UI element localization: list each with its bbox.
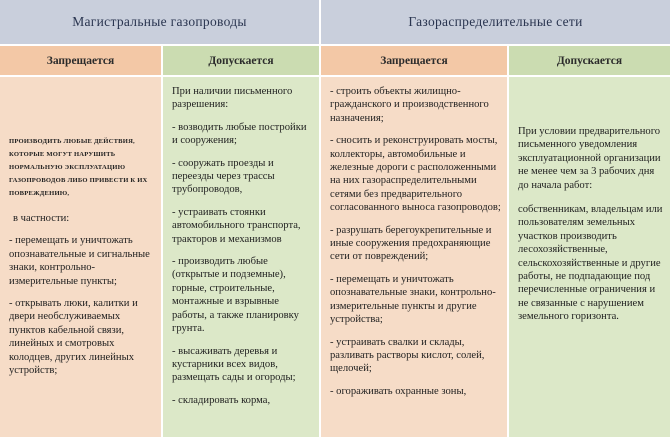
header-distribution-networks: Газораспределительные сети: [321, 0, 670, 46]
list-item: - сооружать проезды и переезды через трассы трубопроводов,: [172, 157, 275, 196]
subheader-dn-allowed: Допускается: [509, 46, 670, 77]
cell-dn-forbidden: [321, 77, 509, 437]
list-item: - строить объекты жилищно-гражданского и производственного назначения;: [330, 86, 489, 124]
subheader-row: [0, 46, 670, 77]
cell-mp-allowed: [163, 77, 321, 437]
subheader-mp-forbidden: Запрещается: [0, 46, 163, 77]
list-item: - огораживать охранные зоны,: [330, 385, 467, 397]
list-item: При условии предварительного письменного уведомления эксплуатационной организации не менее чем за 3 рабочих дня до начала работ:: [518, 126, 661, 191]
caps-statement: ПРОИЗВОДИТЬ ЛЮБЫЕ ДЕЙСТВИЯ, КОТОРЫЕ МОГУТ НАРУШИТЬ НОРМАЛЬНУЮ ЭКСПЛУАТАЦИЮ ГАЗОПРОВОДОВ ЛИБО ПРИВЕСТИ К ИХ ПОВРЕЖДЕНИЮ,: [9, 138, 148, 197]
list-item: - возводить любые постройки и сооружения;: [172, 121, 307, 147]
header-row: [0, 0, 670, 46]
subheader-mp-allowed: Допускается: [163, 46, 321, 77]
list-item: - высаживать деревья и кустарники всех видов, размещать сады и огороды;: [172, 345, 296, 384]
cell-dn-allowed: [509, 77, 670, 437]
list-item: - складировать корма,: [172, 394, 271, 406]
list-item: - производить любые (открытые и подземные), горные, строительные, монтажные и взрывные работы, а также планировку грунта.: [172, 256, 299, 335]
cell-mp-forbidden: [0, 77, 163, 437]
list-item: - открывать люки, калитки и двери необслуживаемых пунктов кабельной связи, линейных и смотровых колодцев, других линейных устройств;: [9, 298, 138, 377]
header-main-pipelines: Магистральные газопроводы: [0, 0, 321, 46]
subheader-dn-forbidden: Запрещается: [321, 46, 509, 77]
list-item: - устраивать стоянки автомобильного транспорта, тракторов и механизмов: [172, 206, 301, 245]
list-item: - разрушать берегоукрепительные и иные сооружения предохраняющие сети от повреждений;: [330, 224, 492, 263]
list-item: - сносить и реконструировать мосты, коллекторы, автомобильные и железные дороги с расположенными на них газораспределительными сетями без предварительного согласованного выноса газопроводов;: [330, 135, 501, 214]
list-item: - устраивать свалки и склады, разливать растворы кислот, солей, щелочей;: [330, 336, 485, 375]
list-item: - перемещать и уничтожать опознавательные знаки, контрольно-измерительные пункты и другие устройства;: [330, 273, 496, 326]
list-item: в частности:: [13, 213, 70, 224]
body-row: [0, 77, 670, 437]
list-item: - перемещать и уничтожать опознавательные и сигнальные знаки, контрольно-измерительные пункты;: [9, 235, 150, 287]
list-item: При наличии письменного разрешения:: [172, 86, 293, 111]
list-item: собственникам, владельцам или пользователям земельных участков производить лесохозяйственные, сельскохозяйственные и другие работы, не подпадающие под перечисленные ограничения и не связанные с нарушением земельного горизонта.: [518, 204, 663, 323]
